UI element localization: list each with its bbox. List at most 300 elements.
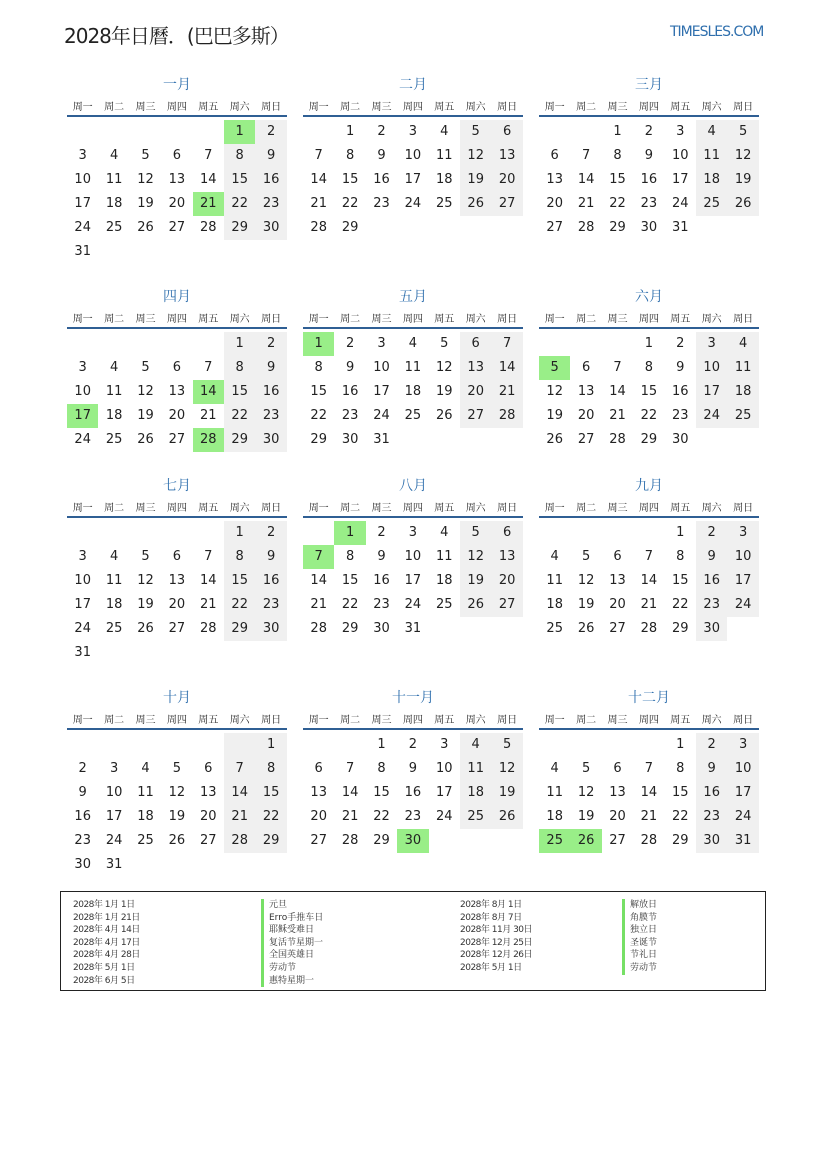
day-cell: 11: [137, 785, 154, 800]
day-cell: 19: [436, 384, 453, 399]
day-cell: 2: [696, 521, 727, 545]
day-cell: 25: [436, 597, 453, 612]
weekday-header: [539, 711, 759, 727]
weekday-label: 周六: [465, 314, 486, 325]
weekday-header: [67, 711, 287, 727]
day-cell: 16: [341, 384, 359, 399]
day-cell: 20: [609, 597, 626, 612]
day-cell: 11: [727, 356, 758, 380]
month-name: 二月: [399, 77, 427, 93]
day-cell: 10: [373, 360, 390, 375]
weekday-label: 周二: [340, 314, 361, 325]
day-cell: 15: [255, 781, 286, 805]
day-cell: 26: [137, 220, 154, 235]
holiday-name: 劳动节: [261, 962, 323, 975]
day-cell: 23: [373, 196, 390, 211]
day-cell: 23: [696, 593, 727, 617]
day-cell: 5: [581, 761, 591, 776]
day-cell: 17: [727, 781, 758, 805]
day-cell: 19: [491, 781, 522, 805]
holiday-day-cell: 1: [334, 521, 365, 545]
weekday-label: 周一: [308, 314, 329, 325]
day-cell: 23: [255, 593, 286, 617]
day-cell: 17: [672, 172, 689, 187]
day-cell: 21: [200, 597, 217, 612]
weekday-label: 周六: [465, 102, 486, 113]
weekday-header: [539, 499, 759, 515]
weekday-label: 周日: [497, 102, 518, 113]
day-cell: 18: [137, 809, 154, 824]
day-cell: 9: [78, 785, 87, 800]
day-cell: 23: [341, 408, 359, 423]
holiday-day-cell: 5: [539, 356, 570, 380]
weekday-header: [539, 98, 759, 114]
day-cell: 24: [727, 805, 758, 829]
weekday-label: 周四: [638, 715, 659, 726]
weekday-label: 周日: [497, 715, 518, 726]
day-cell: 30: [672, 432, 689, 447]
day-cell: 26: [460, 192, 491, 216]
day-cell: 20: [168, 408, 186, 423]
holiday-date: 2028年 5月 1日: [73, 962, 135, 973]
day-cell: 25: [137, 833, 154, 848]
day-cell: 6: [491, 120, 522, 144]
holiday-name: 复活节星期一: [261, 937, 323, 950]
day-cell: 11: [460, 757, 491, 781]
weekday-label: 周六: [465, 715, 486, 726]
day-cell: 30: [696, 829, 727, 853]
day-cell: 29: [224, 428, 255, 452]
day-cell: 27: [310, 833, 327, 848]
day-cell: 13: [168, 573, 186, 588]
day-cell: 7: [204, 549, 213, 564]
day-cell: 23: [640, 196, 658, 211]
day-cell: 12: [546, 384, 563, 399]
month-name: 七月: [163, 478, 191, 494]
holiday-name: 耶稣受难日: [261, 924, 323, 937]
header-rule: [539, 327, 759, 329]
holiday-name: 角膜节: [622, 912, 657, 925]
day-cell: 10: [105, 785, 123, 800]
weekday-label: 周一: [544, 314, 565, 325]
day-cell: 27: [546, 220, 563, 235]
day-cell: 16: [696, 569, 727, 593]
day-cell: 2: [408, 737, 418, 752]
day-cell: 7: [491, 332, 522, 356]
day-cell: 22: [255, 805, 286, 829]
day-cell: 28: [341, 833, 359, 848]
day-cell: 9: [696, 757, 727, 781]
weekday-label: 周一: [544, 715, 565, 726]
weekend-cell: [224, 733, 255, 757]
month-block: [539, 475, 759, 665]
day-cell: 20: [491, 168, 522, 192]
holiday-day-cell: 26: [570, 829, 601, 853]
day-cell: 26: [168, 833, 186, 848]
weekday-label: 周日: [497, 314, 518, 325]
day-cell: 31: [373, 432, 390, 447]
weekday-label: 周一: [72, 715, 93, 726]
header-rule: [303, 728, 523, 730]
day-cell: 2: [676, 336, 685, 351]
day-cell: 20: [460, 380, 491, 404]
day-cell: 19: [137, 408, 154, 423]
day-cell: 17: [105, 809, 123, 824]
weekday-label: 周二: [576, 715, 597, 726]
day-cell: 22: [341, 597, 359, 612]
day-cell: 12: [727, 144, 758, 168]
day-cell: 24: [74, 621, 91, 636]
day-cell: 11: [436, 549, 453, 564]
day-cell: 17: [74, 597, 91, 612]
holiday-date: 2028年 5月 1日: [460, 962, 522, 973]
day-cell: 1: [613, 124, 622, 139]
day-cell: 17: [436, 785, 453, 800]
day-cell: 21: [577, 196, 595, 211]
day-cell: 7: [204, 148, 213, 163]
day-cell: 8: [377, 761, 386, 776]
day-cell: 6: [581, 360, 591, 375]
day-cell: 13: [491, 545, 522, 569]
weekday-label: 周一: [72, 314, 93, 325]
day-cell: 5: [491, 733, 522, 757]
holiday-day-cell: 7: [303, 545, 334, 569]
weekday-label: 周四: [166, 503, 187, 514]
day-cell: 3: [78, 549, 87, 564]
header-rule: [539, 115, 759, 117]
day-cell: 15: [640, 384, 658, 399]
header-rule: [539, 728, 759, 730]
day-cell: 23: [74, 833, 91, 848]
day-cell: 31: [672, 220, 689, 235]
header-rule: [303, 115, 523, 117]
day-cell: 3: [408, 525, 418, 540]
weekday-label: 周二: [340, 715, 361, 726]
weekday-label: 周三: [607, 314, 628, 325]
site-brand-link[interactable]: TIMESLES.COM: [670, 24, 764, 40]
day-cell: 8: [224, 144, 255, 168]
day-cell: 21: [609, 408, 626, 423]
weekday-label: 周六: [465, 503, 486, 514]
day-cell: 28: [310, 220, 327, 235]
weekday-header: [67, 98, 287, 114]
day-cell: 5: [141, 549, 150, 564]
holiday-list: [60, 891, 766, 991]
day-cell: 21: [310, 196, 327, 211]
day-cell: 30: [255, 216, 286, 240]
day-cell: 29: [609, 220, 626, 235]
holiday-name: 惠特星期一: [261, 975, 323, 988]
day-cell: 6: [172, 360, 182, 375]
weekday-label: 周六: [701, 503, 722, 514]
day-cell: 19: [577, 809, 595, 824]
day-cell: 10: [404, 148, 422, 163]
day-cell: 13: [168, 172, 186, 187]
weekday-label: 周四: [638, 314, 659, 325]
day-cell: 4: [440, 525, 449, 540]
holiday-names-right: [622, 899, 657, 975]
day-cell: 15: [341, 172, 359, 187]
day-cell: 3: [440, 737, 449, 752]
day-cell: 13: [310, 785, 327, 800]
day-cell: 4: [141, 761, 150, 776]
day-cell: 11: [546, 785, 563, 800]
day-cell: 24: [74, 220, 91, 235]
day-cell: 13: [491, 144, 522, 168]
month-block: [303, 687, 523, 877]
day-cell: 13: [460, 356, 491, 380]
month-block: [303, 475, 523, 665]
day-cell: 26: [460, 593, 491, 617]
day-cell: 26: [577, 621, 595, 636]
day-cell: 30: [255, 428, 286, 452]
day-cell: 18: [727, 380, 758, 404]
day-cell: 22: [224, 593, 255, 617]
day-cell: 7: [204, 360, 213, 375]
weekday-label: 周六: [701, 314, 722, 325]
day-cell: 20: [546, 196, 563, 211]
day-cell: 12: [491, 757, 522, 781]
day-cell: 11: [436, 148, 453, 163]
day-cell: 6: [204, 761, 213, 776]
day-cell: 8: [345, 148, 355, 163]
day-cell: 12: [168, 785, 186, 800]
day-cell: 10: [74, 384, 91, 399]
day-cell: 18: [696, 168, 727, 192]
day-cell: 1: [255, 733, 286, 757]
header-rule: [303, 516, 523, 518]
holiday-name: 圣诞节: [622, 937, 657, 950]
holiday-name: Erro手推车日: [261, 912, 323, 925]
weekday-label: 周五: [198, 503, 219, 514]
month-block: [67, 475, 287, 665]
day-cell: 8: [345, 549, 355, 564]
day-cell: 18: [436, 172, 453, 187]
day-cell: 26: [727, 192, 758, 216]
holiday-date: 2028年 4月 28日: [73, 950, 140, 961]
day-cell: 7: [314, 148, 323, 163]
month-block: [303, 286, 523, 476]
day-cell: 16: [373, 573, 390, 588]
day-cell: 3: [727, 521, 758, 545]
weekday-label: 周五: [670, 715, 691, 726]
weekday-label: 周三: [135, 314, 156, 325]
day-cell: 13: [609, 573, 626, 588]
day-cell: 24: [373, 408, 390, 423]
day-cell: 12: [137, 172, 154, 187]
day-cell: 29: [672, 833, 689, 848]
weekday-label: 周二: [576, 102, 597, 113]
weekday-label: 周四: [638, 102, 659, 113]
day-cell: 17: [373, 384, 390, 399]
day-cell: 24: [404, 597, 422, 612]
day-cell: 4: [109, 549, 119, 564]
holiday-day-cell: 1: [224, 120, 255, 144]
day-cell: 24: [672, 196, 689, 211]
month-name: 一月: [163, 77, 191, 93]
holiday-dates-right: [460, 899, 532, 975]
day-cell: 23: [696, 805, 727, 829]
day-cell: 10: [696, 356, 727, 380]
day-cell: 1: [224, 521, 255, 545]
day-cell: 29: [341, 220, 359, 235]
day-cell: 25: [436, 196, 453, 211]
day-cell: 22: [609, 196, 626, 211]
day-cell: 4: [109, 360, 119, 375]
day-cell: 4: [550, 549, 559, 564]
day-cell: 2: [78, 761, 87, 776]
day-cell: 2: [345, 336, 355, 351]
weekday-label: 周五: [198, 715, 219, 726]
day-cell: 18: [546, 809, 563, 824]
day-cell: 13: [609, 785, 626, 800]
weekday-header: [67, 499, 287, 515]
holiday-dates-left: [73, 899, 140, 987]
day-cell: 6: [613, 549, 622, 564]
day-cell: 5: [172, 761, 182, 776]
weekday-label: 周二: [104, 715, 125, 726]
weekday-label: 周日: [497, 503, 518, 514]
day-cell: 27: [168, 220, 186, 235]
day-cell: 10: [727, 545, 758, 569]
page-title: 2028年日曆．(巴巴多斯）: [64, 24, 289, 48]
day-cell: 27: [609, 621, 626, 636]
day-cell: 24: [404, 196, 422, 211]
day-cell: 27: [168, 621, 186, 636]
day-cell: 18: [105, 196, 123, 211]
day-cell: 17: [74, 196, 91, 211]
day-cell: 16: [696, 781, 727, 805]
day-cell: 14: [200, 573, 217, 588]
day-cell: 15: [609, 172, 626, 187]
day-cell: 20: [168, 196, 186, 211]
day-cell: 12: [577, 573, 595, 588]
header-rule: [539, 516, 759, 518]
day-cell: 26: [137, 621, 154, 636]
day-cell: 2: [696, 733, 727, 757]
day-cell: 14: [640, 573, 658, 588]
day-cell: 11: [546, 573, 563, 588]
day-cell: 23: [672, 408, 689, 423]
weekday-label: 周四: [166, 314, 187, 325]
weekday-header: [539, 310, 759, 326]
day-cell: 31: [404, 621, 422, 636]
day-cell: 28: [310, 621, 327, 636]
weekday-label: 周五: [670, 314, 691, 325]
day-cell: 20: [577, 408, 595, 423]
day-cell: 14: [491, 356, 522, 380]
weekday-header: [303, 98, 523, 114]
day-cell: 24: [727, 593, 758, 617]
weekday-label: 周四: [166, 102, 187, 113]
day-cell: 11: [404, 360, 422, 375]
day-cell: 2: [377, 525, 386, 540]
weekday-label: 周五: [434, 102, 455, 113]
day-cell: 2: [377, 124, 386, 139]
day-cell: 20: [491, 569, 522, 593]
day-cell: 22: [310, 408, 327, 423]
day-cell: 31: [105, 857, 123, 872]
day-cell: 3: [676, 124, 685, 139]
day-cell: 27: [460, 404, 491, 428]
holiday-day-cell: 25: [539, 829, 570, 853]
day-cell: 20: [200, 809, 217, 824]
day-cell: 16: [404, 785, 422, 800]
day-cell: 27: [491, 192, 522, 216]
month-name: 九月: [635, 478, 663, 494]
month-block: [67, 286, 287, 476]
month-block: [539, 74, 759, 264]
day-cell: 8: [224, 356, 255, 380]
day-cell: 15: [224, 168, 255, 192]
weekday-label: 周五: [434, 503, 455, 514]
month-block: [67, 687, 287, 877]
holiday-day-cell: 21: [193, 192, 224, 216]
day-cell: 28: [200, 621, 217, 636]
day-cell: 29: [672, 621, 689, 636]
holiday-date: 2028年 12月 25日: [460, 937, 533, 948]
day-cell: 8: [314, 360, 323, 375]
weekday-header: [303, 711, 523, 727]
weekday-label: 周一: [308, 503, 329, 514]
holiday-name: 解放日: [622, 899, 657, 912]
header-rule: [67, 728, 287, 730]
day-cell: 9: [644, 148, 654, 163]
day-cell: 12: [577, 785, 595, 800]
day-cell: 3: [78, 148, 87, 163]
day-cell: 3: [78, 360, 87, 375]
day-cell: 22: [640, 408, 658, 423]
day-cell: 29: [373, 833, 390, 848]
holiday-day-cell: 1: [303, 332, 334, 356]
day-cell: 6: [314, 761, 323, 776]
day-cell: 21: [341, 809, 359, 824]
day-cell: 12: [460, 144, 491, 168]
day-cell: 21: [200, 408, 217, 423]
holiday-date: 2028年 4月 17日: [73, 937, 140, 948]
weekday-label: 周三: [135, 715, 156, 726]
day-cell: 9: [696, 545, 727, 569]
day-cell: 18: [436, 573, 453, 588]
weekday-label: 周六: [229, 715, 250, 726]
day-cell: 29: [255, 829, 286, 853]
day-cell: 29: [224, 216, 255, 240]
day-cell: 19: [137, 597, 154, 612]
header-rule: [67, 327, 287, 329]
day-cell: 23: [255, 404, 286, 428]
weekday-label: 周日: [733, 503, 754, 514]
day-cell: 5: [460, 521, 491, 545]
weekday-label: 周五: [434, 314, 455, 325]
day-cell: 6: [460, 332, 491, 356]
weekday-label: 周四: [166, 715, 187, 726]
holiday-name: 劳动节: [622, 962, 657, 975]
day-cell: 16: [672, 384, 689, 399]
day-cell: 16: [373, 172, 390, 187]
day-cell: 29: [640, 432, 658, 447]
weekday-label: 周一: [72, 503, 93, 514]
month-name: 十一月: [392, 690, 434, 706]
weekday-header: [303, 499, 523, 515]
day-cell: 13: [546, 172, 563, 187]
day-cell: 26: [491, 805, 522, 829]
weekday-label: 周五: [670, 503, 691, 514]
day-cell: 5: [727, 120, 758, 144]
weekday-label: 周四: [402, 102, 423, 113]
weekday-label: 周一: [72, 102, 93, 113]
weekday-label: 周六: [701, 715, 722, 726]
day-cell: 25: [404, 408, 422, 423]
